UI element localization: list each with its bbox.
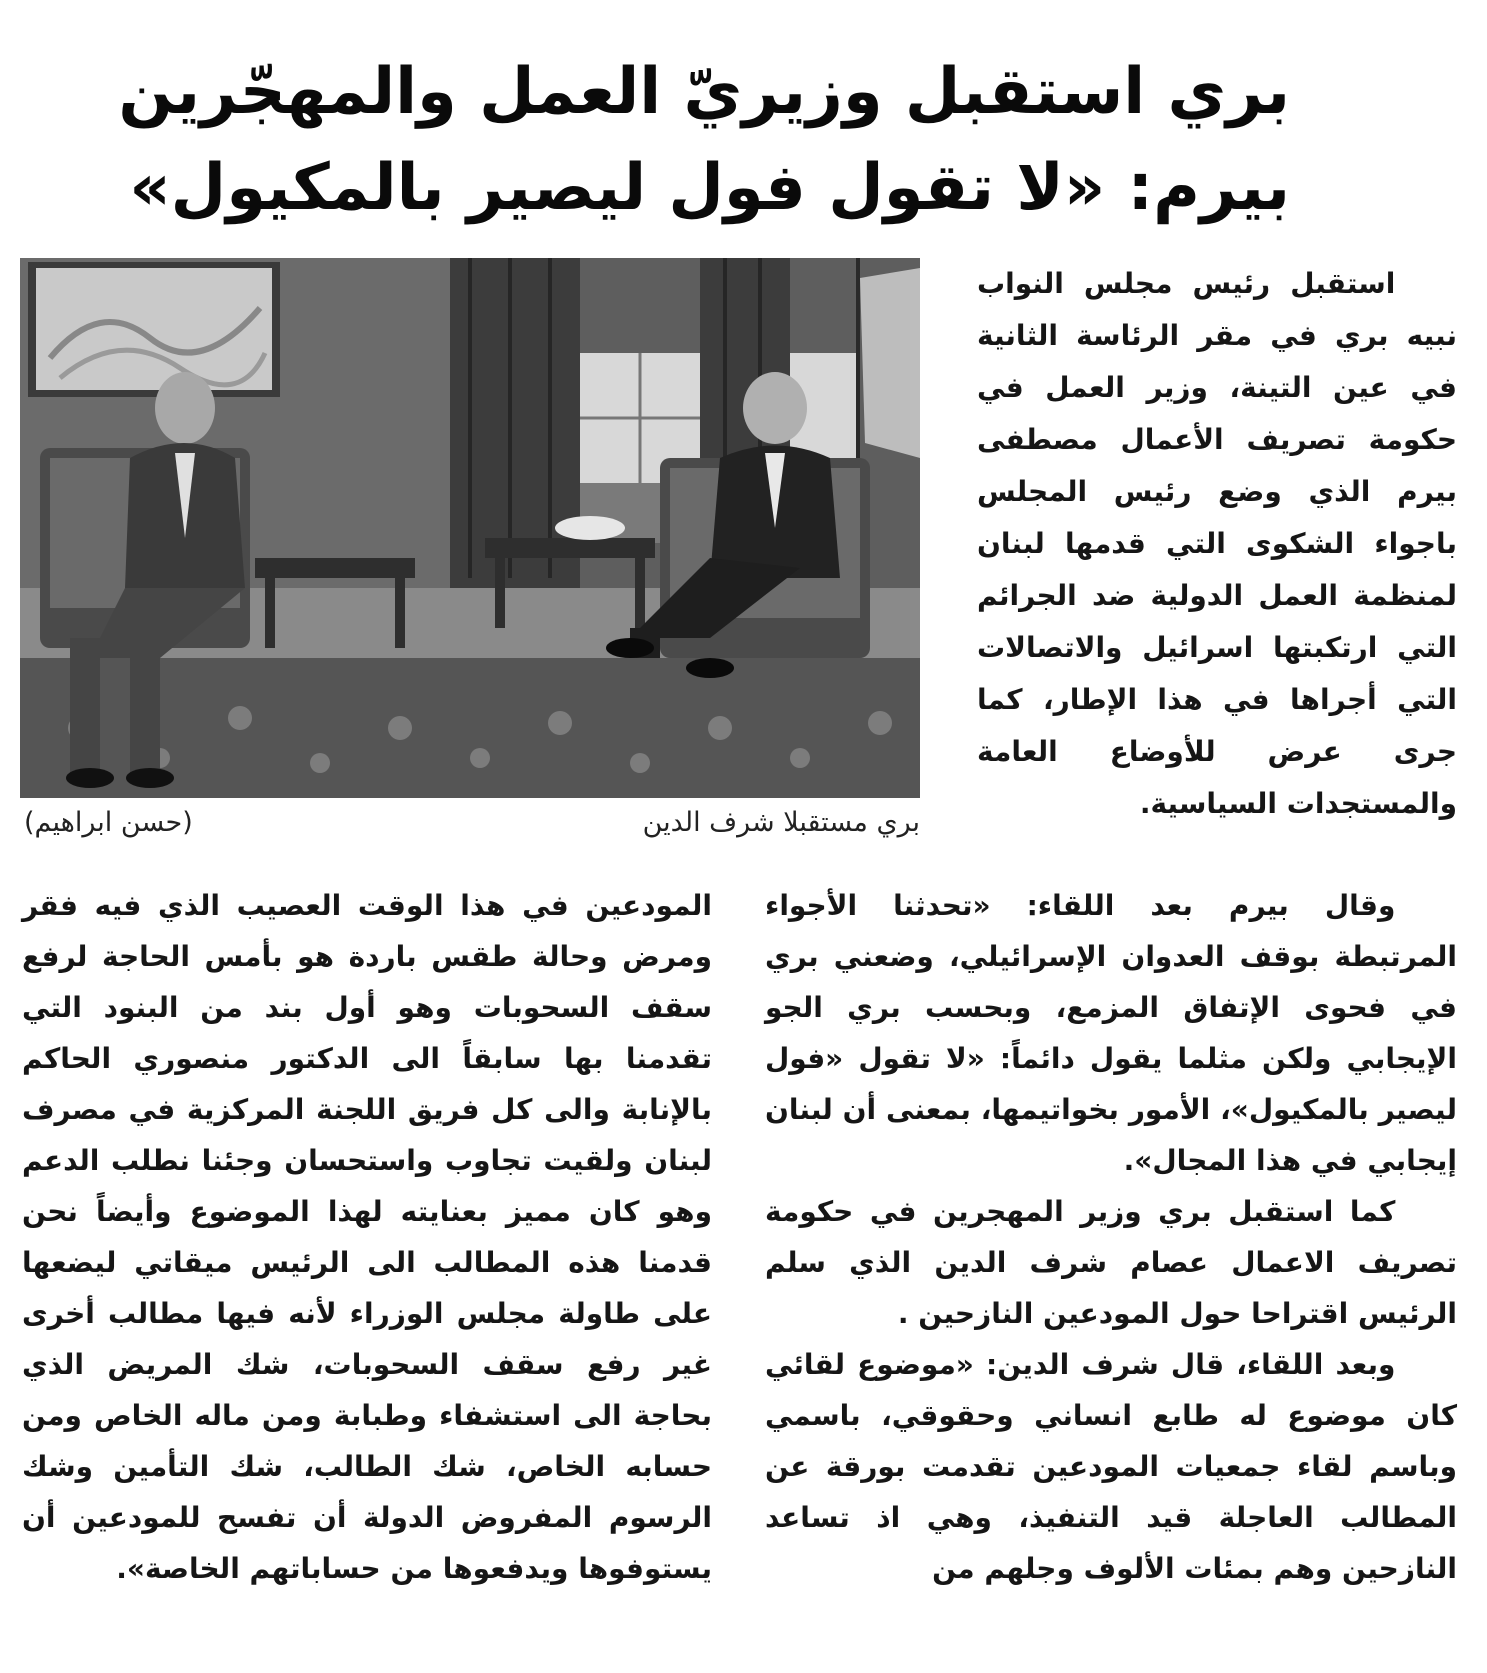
article-column-right	[977, 258, 1457, 830]
article-paragraph: المودعين في هذا الوقت العصيب الذي فيه فقر ومرض وحالة طقس باردة هو بأمس الحاجة لرفع سقف السحوبات وهو أول بند من البنود التي تقدمنا بها سابقاً الى الدكتور منصوري الحاكم بالإنابة والى كل فريق اللجنة المركزية في مصرف لبنان ولقيت تجاوب واستحسان وجئنا نطلب الدعم وهو كان مميز بعنايته لهذا الموضوع وأيضاً نحن قدمنا هذه المطالب الى الرئيس ميقاتي ليضعها على طاولة مجلس الوزراء لأنه فيها مطالب أخرى غير رفع سقف السحوبات، شك المريض الذي بحاجة الى استشفاء وطبابة ومن ماله الخاص ومن حسابه الخاص، شك الطالب، شك التأمين وشك الرسوم المفروض الدولة أن تفسح للمودعين أن يستوفوها ويدفعوها من حساباتهم الخاصة».	[22, 889, 712, 1585]
headline-line-2: بيرم: «لا تقول فول ليصير بالمكيول»	[129, 151, 1290, 225]
news-photo	[20, 258, 920, 798]
article-paragraph: استقبل رئيس مجلس النواب نبيه بري في مقر الرئاسة الثانية في عين التينة، وزير العمل في حكومة تصريف الأعمال مصطفى بيرم الذي وضع رئيس المجلس باجواء الشكوى التي قدمها لبنان لمنظمة العمل الدولية ضد الجرائم التي ارتكبتها اسرائيل والاتصالات التي أجراها في هذا الإطار، كما جرى عرض للأوضاع العامة والمستجدات السياسية.	[977, 267, 1457, 820]
headline-line-1: بري استقبل وزيريّ العمل والمهجّرين	[118, 55, 1290, 129]
article-column-left	[22, 880, 712, 1594]
article-paragraph: وبعد اللقاء، قال شرف الدين: «موضوع لقائي كان موضوع له طابع انساني وحقوقي، باسمي وباسم لقاء جمعيات المودعين تقدمت بورقة عن المطالب العاجلة قيد التنفيذ، وهي اذ تساعد النازحين وهم بمئات الألوف وجلهم من	[765, 1348, 1457, 1585]
photo-credit: (حسن ابراهيم)	[24, 807, 193, 838]
article-column-middle	[765, 880, 1457, 1594]
photo-caption: بري مستقبلا شرف الدين	[642, 807, 920, 838]
article-paragraph: وقال بيرم بعد اللقاء: «تحدثنا الأجواء المرتبطة بوقف العدوان الإسرائيلي، وضعني بري في فحوى الإتفاق المزمع، وبحسب بري الجو الإيجابي ولكن مثلما يقول دائماً: «لا تقول «فول ليصير بالمكيول»، الأمور بخواتيمها، بمعنى أن لبنان إيجابي في هذا المجال».	[765, 889, 1457, 1177]
article-paragraph: كما استقبل بري وزير المهجرين في حكومة تصريف الاعمال عصام شرف الدين الذي سلم الرئيس اقتراحا حول المودعين النازحين .	[765, 1195, 1457, 1330]
